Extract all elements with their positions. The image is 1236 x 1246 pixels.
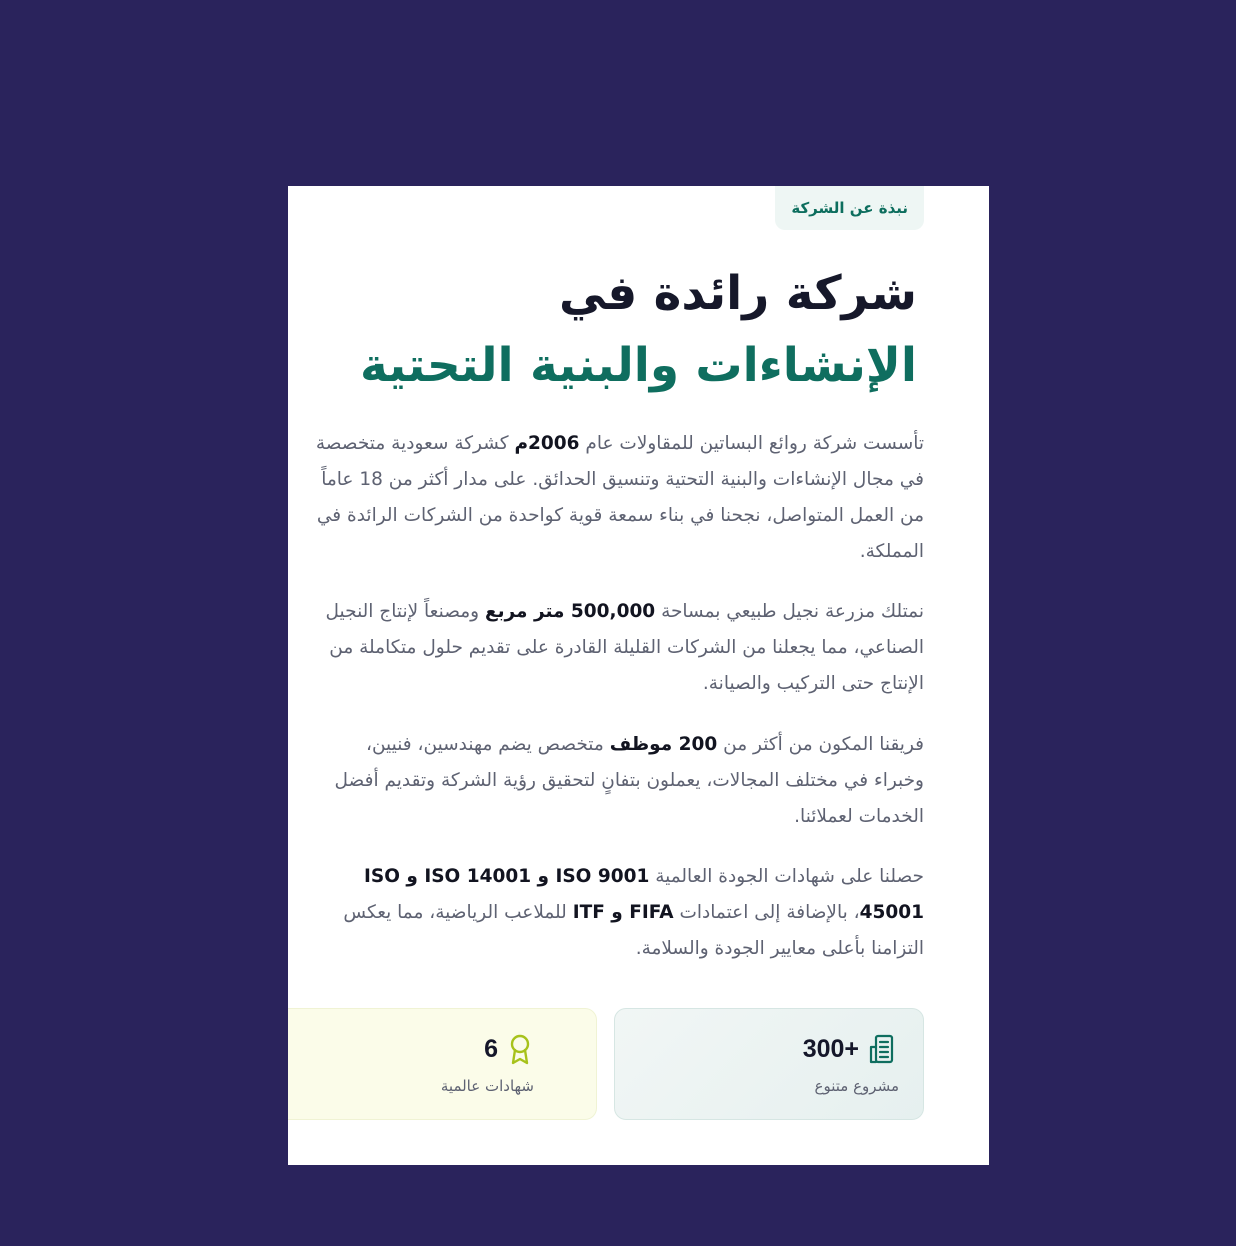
highlight-year: 2006م [514,433,580,454]
paragraph-text: ومصنعاً لإنتاج النجيل الصناعي، مما يجعلنا من الشركات القليلة القادرة على تقديم حلول متكاملة من الإنتاج حتى التركيب والصيانة. [325,601,924,694]
building-icon [867,1033,899,1065]
page-title [317,258,917,402]
stat-value-certifications: 6 [484,1034,498,1063]
highlight-staff: 200 موظف [609,734,718,755]
stat-label-projects: مشروع متنوع [814,1077,899,1095]
title-line-2: الإنشاءات والبنية التحتية [359,338,917,393]
highlight-iso: ISO 9001 و ISO 14001 و ISO 45001 [364,866,924,923]
paragraph-text: متخصص يضم مهندسين، فنيين، وخبراء في مختلف المجالات، يعملون بتفانٍ لتحقيق رؤية الشركة وتقديم أفضل الخدمات لعملائنا. [334,734,924,827]
paragraph-text: فريقنا المكون من أكثر من [717,734,924,755]
highlight-area: 500,000 متر مربع [484,601,656,622]
stat-card-certifications [288,1008,597,1120]
paragraph-text: حصلنا على شهادات الجودة العالمية [649,866,924,887]
stat-card-projects [614,1008,924,1120]
paragraph-text: نمتلك مزرعة نجيل طبيعي بمساحة [655,601,924,622]
stat-label-certifications: شهادات عالمية [440,1077,534,1095]
stat-value-projects: 300+ [802,1034,859,1063]
paragraph-certifications [312,859,924,967]
paragraph-founding [312,426,924,570]
paragraph-team [312,727,924,835]
highlight-fifa: FIFA و ITF [572,902,674,923]
paragraph-text: تأسست شركة روائع البساتين للمقاولات عام [579,433,924,454]
paragraph-text: للملاعب الرياضية، مما يعكس التزامنا بأعلى معايير الجودة والسلامة. [343,902,924,959]
paragraph-text: ، بالإضافة إلى اعتمادات [673,902,860,923]
paragraph-text: كشركة سعودية متخصصة في مجال الإنشاءات والبنية التحتية وتنسيق الحدائق. على مدار أكثر من 18 عاماً من العمل المتواصل، نجحنا في بناء سمعة قوية كواحدة من الشركات الرائدة في المملكة. [315,433,924,562]
paragraph-farm [312,594,924,702]
title-line-1: شركة رائدة في [558,266,917,321]
award-icon [506,1033,534,1065]
section-badge: نبذة عن الشركة [775,186,924,230]
about-section [288,186,989,1165]
